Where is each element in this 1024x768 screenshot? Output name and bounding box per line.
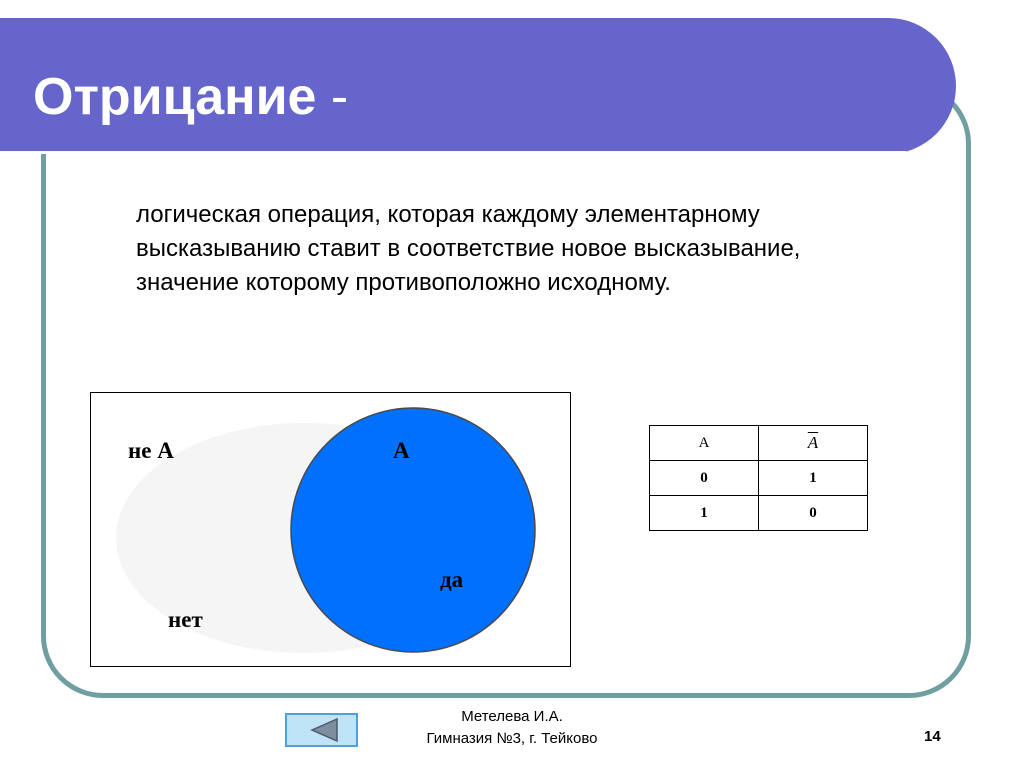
title-word: Отрицание [33, 68, 317, 126]
venn-diagram-graphic [91, 393, 572, 668]
truth-table-row [650, 461, 868, 496]
header-not-a [759, 426, 868, 461]
cell-not-a: 1 [759, 461, 868, 496]
truth-table [649, 425, 868, 531]
set-a-circle [291, 408, 535, 652]
title-bar [0, 18, 956, 154]
page-number: 14 [924, 728, 941, 745]
header-a: А [650, 426, 759, 461]
label-not-a: не А [128, 438, 174, 463]
label-yes: да [440, 567, 464, 592]
cell-not-a: 0 [759, 496, 868, 531]
cell-a: 1 [650, 496, 759, 531]
truth-table-row [650, 496, 868, 531]
back-button[interactable] [285, 713, 358, 747]
footer-school: Гимназия №3, г. Тейково [426, 730, 598, 747]
cell-a: 0 [650, 461, 759, 496]
truth-table-header-row [650, 426, 868, 461]
title-underline [0, 151, 906, 154]
footer-credits [414, 706, 610, 750]
slide-title [33, 62, 348, 132]
venn-diagram [90, 392, 571, 667]
definition-text: логическая операция, которая каждому элементарному высказыванию ставит в соответствие новое высказывание, значение которому противоположно исходному. [136, 201, 801, 296]
label-no: нет [168, 607, 203, 632]
footer-author: Метелева И.А. [461, 708, 563, 725]
not-a-symbol: $\overline{A}$ [807, 433, 819, 452]
left-arrow-icon [287, 715, 356, 745]
label-a: А [393, 438, 410, 463]
title-dash: - [330, 68, 349, 126]
